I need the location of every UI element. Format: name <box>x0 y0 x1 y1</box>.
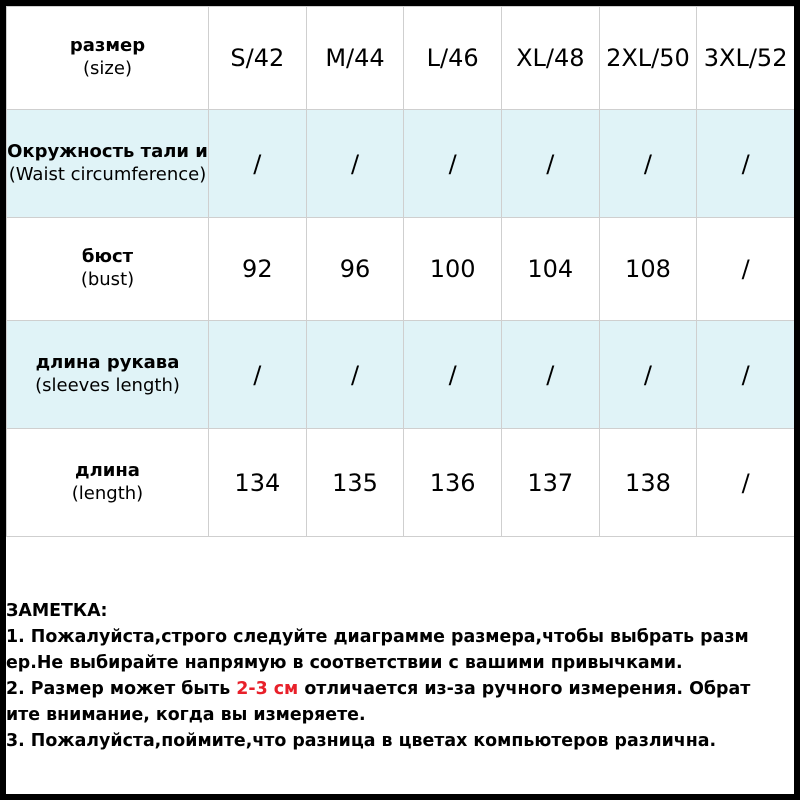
table-row-waist <box>7 110 795 218</box>
table-row-length <box>7 429 795 537</box>
value-cell: / <box>697 321 795 429</box>
table-header-row <box>7 7 795 110</box>
note-line-1b: ер.Не выбирайте напрямую в соответствии с вашими привычками. <box>6 653 683 673</box>
value-cell: 92 <box>209 218 307 321</box>
size-cell: S/42 <box>209 7 307 110</box>
table-row-sleeves <box>7 321 795 429</box>
value-cell: / <box>697 218 795 321</box>
note-line-2a <box>6 676 794 702</box>
notes-section <box>6 598 794 754</box>
value-cell: / <box>697 110 795 218</box>
value-cell: / <box>209 321 307 429</box>
size-cell: 2XL/50 <box>599 7 697 110</box>
value-cell: / <box>306 110 404 218</box>
size-cell: XL/48 <box>501 7 599 110</box>
header-label-en: (size) <box>83 58 132 79</box>
value-cell: / <box>599 321 697 429</box>
row-label-cell <box>7 321 209 429</box>
value-cell: / <box>404 110 502 218</box>
value-cell: 137 <box>501 429 599 537</box>
size-cell: 3XL/52 <box>697 7 795 110</box>
row-label-ru: длина <box>75 459 140 481</box>
value-cell: 134 <box>209 429 307 537</box>
note-line-1a: 1. Пожалуйста,строго следуйте диаграмме размера,чтобы выбрать разм <box>6 627 749 647</box>
size-cell: L/46 <box>404 7 502 110</box>
value-cell: 135 <box>306 429 404 537</box>
value-cell: 104 <box>501 218 599 321</box>
table-row-bust <box>7 218 795 321</box>
value-cell: 96 <box>306 218 404 321</box>
note-line-2b: ите внимание, когда вы измеряете. <box>6 705 366 725</box>
value-cell: 138 <box>599 429 697 537</box>
note-highlight: 2-3 см <box>236 679 299 699</box>
value-cell: 108 <box>599 218 697 321</box>
value-cell: / <box>501 110 599 218</box>
row-label-ru: бюст <box>81 246 134 267</box>
row-label-cell <box>7 218 209 321</box>
value-cell: / <box>599 110 697 218</box>
row-label-cell <box>7 429 209 537</box>
value-cell: / <box>404 321 502 429</box>
header-label-ru: размер <box>69 35 146 56</box>
row-label-en: (length) <box>71 482 144 504</box>
row-label-cell <box>7 110 209 218</box>
row-label-ru: длина рукава <box>35 351 180 373</box>
value-cell: / <box>209 110 307 218</box>
note-line-2-post: отличается из-за ручного измерения. Обрат <box>298 679 751 699</box>
value-cell: 136 <box>404 429 502 537</box>
value-cell: 100 <box>404 218 502 321</box>
value-cell: / <box>501 321 599 429</box>
note-line-3: 3. Пожалуйста,поймите,что разница в цветах компьютеров различна. <box>6 731 717 751</box>
note-line-2-pre: 2. Размер может быть <box>6 679 237 699</box>
row-label-en: (bust) <box>80 269 135 290</box>
notes-title: ЗАМЕТКА: <box>6 601 108 621</box>
size-cell: M/44 <box>306 7 404 110</box>
row-label-ru: Окружность тали и <box>7 140 208 162</box>
header-label-cell <box>7 7 209 110</box>
value-cell: / <box>697 429 795 537</box>
row-label-en: (sleeves length) <box>35 374 180 396</box>
size-chart-table <box>6 6 795 537</box>
row-label-en: (Waist circumference) <box>8 163 207 185</box>
value-cell: / <box>306 321 404 429</box>
